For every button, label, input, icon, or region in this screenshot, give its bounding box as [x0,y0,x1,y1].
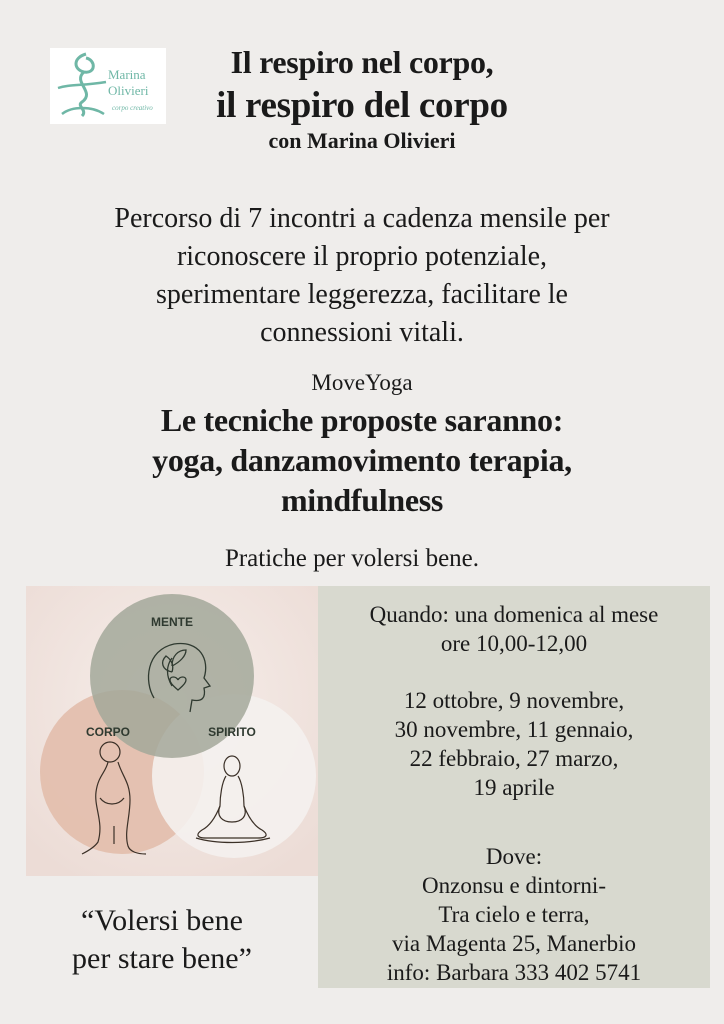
when-line: ore 10,00-12,00 [440,631,588,656]
moveyoga-label: MoveYoga [311,370,413,395]
where-line: Tra cielo e terra, [438,902,590,927]
techniques-line: mindfulness [280,482,444,518]
techniques-line: yoga, danzamovimento terapia, [152,442,572,478]
when-line: Quando: una domenica al mese [369,602,659,627]
venn-label-spirito: SPIRITO [208,725,256,739]
intro-line: riconoscere il proprio potenziale, [176,241,548,272]
date-line: 12 ottobre, 9 novembre, [403,688,625,713]
intro-line: connessioni vitali. [260,317,464,348]
techniques-heading [0,400,724,520]
pratiche-tagline: Pratiche per volersi bene. [224,545,480,572]
date-line: 22 febbraio, 27 marzo, [409,746,619,771]
where-block [318,842,710,987]
logo-name-first: Marina [108,67,146,82]
quote-line: per stare bene” [72,942,252,975]
venn-label-corpo: CORPO [85,725,131,739]
venn-label-mente: MENTE [151,615,193,629]
title-line-2: il respiro del corpo [216,85,508,126]
intro-paragraph [30,200,694,352]
when-block [318,600,710,658]
date-line: 30 novembre, 11 gennaio, [394,717,634,742]
quote [26,902,298,978]
quote-line: “Volersi bene [81,904,243,937]
dates-block [318,686,710,802]
info-box [318,586,710,988]
where-line: Onzonsu e dintorni- [422,873,606,898]
where-line: via Magenta 25, Manerbio [392,931,636,956]
logo-tagline: corpo creativo [112,104,153,112]
date-line: 19 aprile [473,775,555,800]
where-line: Dove: [485,844,543,869]
intro-line: Percorso di 7 incontri a cadenza mensile per [114,203,610,234]
techniques-line: Le tecniche proposte saranno: [160,402,564,438]
logo-name-last: Olivieri [108,83,149,98]
intro-line: sperimentare leggerezza, facilitare le [156,279,568,310]
title-line-1: Il respiro nel corpo, [230,44,494,80]
byline: con Marina Olivieri [268,128,456,153]
venn-illustration [26,586,318,876]
contact-line: info: Barbara 333 402 5741 [386,960,642,985]
venn-diagram [26,586,318,876]
